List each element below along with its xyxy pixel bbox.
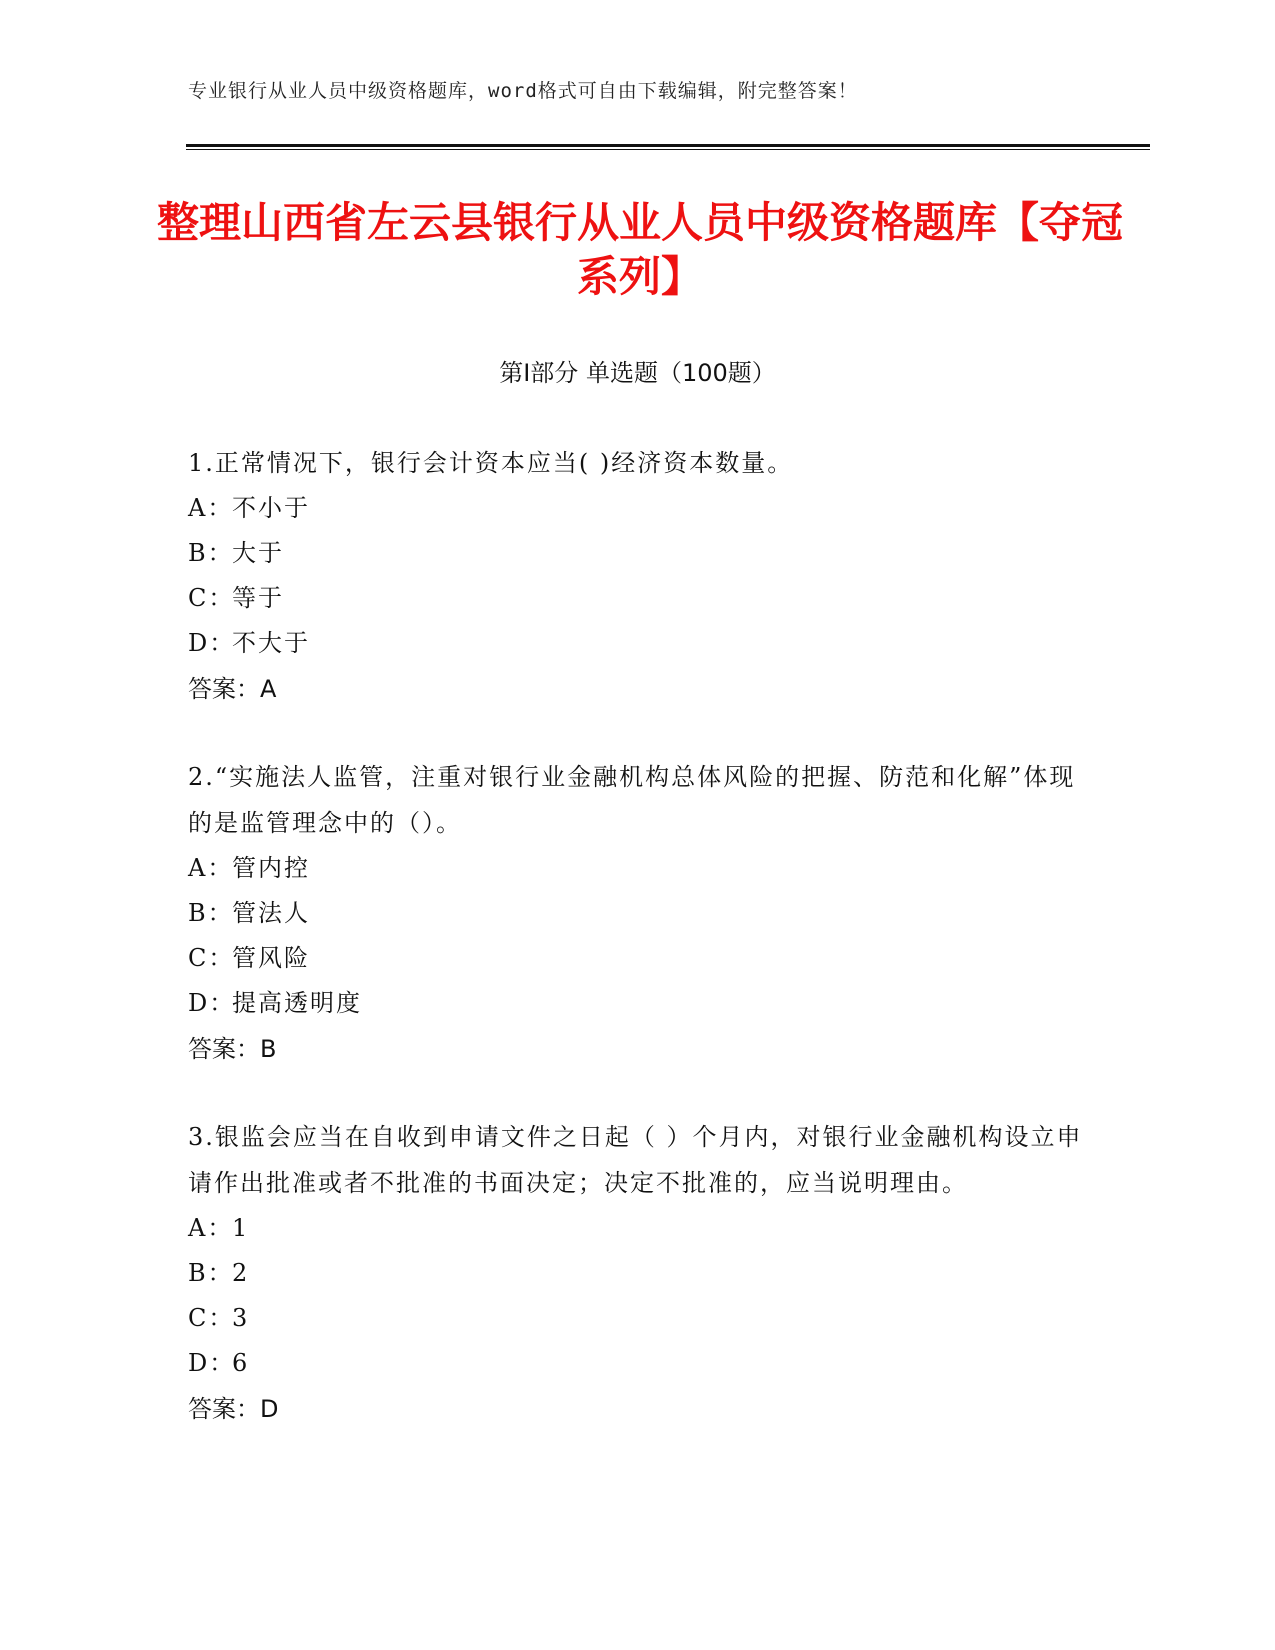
option-text: 1 [232,1214,250,1242]
option-letter: C： [188,1304,235,1332]
option-b [188,891,1088,936]
option-c [188,1296,1088,1341]
answer: 答案：A [188,675,277,703]
option-d [188,621,1088,666]
question-2 [188,754,1088,1072]
option-letter: B： [188,899,234,927]
question-3 [188,1114,1088,1432]
option-letter: A： [188,1214,234,1242]
option-letter: C： [188,584,235,612]
question-stem: 3.银监会应当在自收到申请文件之日起（ ）个月内，对银行业金融机构设立申请作出批准或者不批准的书面决定；决定不批准的，应当说明理由。 [188,1123,1083,1197]
option-text: 大于 [232,539,284,567]
option-b [188,1251,1088,1296]
option-text: 管法人 [232,899,310,927]
option-text: 6 [232,1349,250,1377]
option-d [188,1341,1088,1386]
option-text: 3 [232,1304,250,1332]
option-a [188,1206,1088,1251]
answer: 答案：B [188,1035,277,1063]
question-stem: 2.“实施法人监管，注重对银行业金融机构总体风险的把握、防范和化解”体现的是监管理念中的（）。 [188,763,1076,837]
option-letter: A： [188,494,234,522]
option-text: 管内控 [232,854,310,882]
option-c [188,936,1088,981]
question-list [188,440,1088,1474]
option-letter: A： [188,854,234,882]
header-note: 专业银行从业人员中级资格题库，word格式可自由下载编辑，附完整答案！ [188,80,858,102]
option-letter: B： [188,1259,234,1287]
option-text: 提高透明度 [232,989,362,1017]
option-letter: D： [188,629,236,657]
option-text: 不大于 [232,629,310,657]
answer: 答案：D [188,1395,279,1423]
option-letter: D： [188,1349,236,1377]
option-text: 2 [232,1259,250,1287]
option-c [188,576,1088,621]
header-rule-thin [186,149,1150,150]
option-b [188,531,1088,576]
option-text: 管风险 [232,944,310,972]
option-d [188,981,1088,1026]
option-letter: B： [188,539,234,567]
option-a [188,846,1088,891]
document-title: 整理山西省左云县银行从业人员中级资格题库【夺冠系列】 [156,198,1123,301]
option-letter: C： [188,944,235,972]
option-letter: D： [188,989,236,1017]
header-rule-thick [186,144,1150,147]
question-1 [188,440,1088,712]
option-a [188,486,1088,531]
section-heading: 第Ⅰ部分 单选题（100题） [499,359,776,387]
question-stem: 1.正常情况下，银行会计资本应当( )经济资本数量。 [188,449,794,477]
option-text: 等于 [232,584,284,612]
option-text: 不小于 [232,494,310,522]
